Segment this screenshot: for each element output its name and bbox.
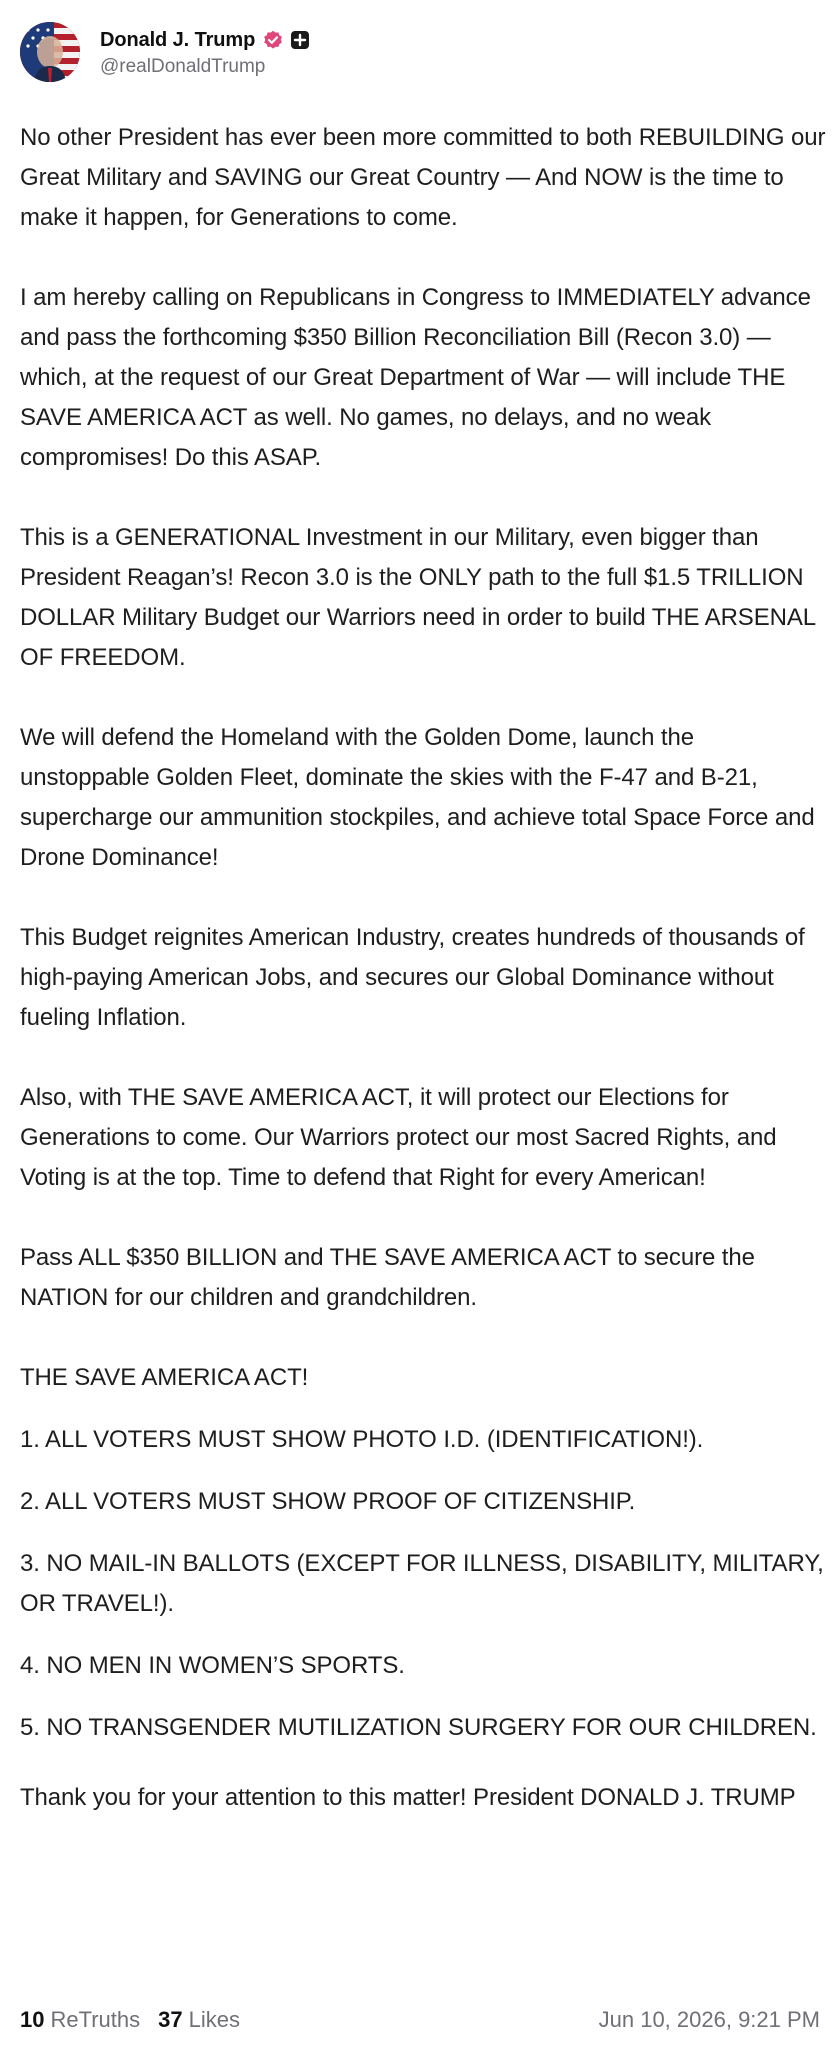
list-item: 4. NO MEN IN WOMEN’S SPORTS.	[20, 1652, 405, 1679]
likes-stat[interactable]	[158, 2007, 240, 2033]
likes-count: 37	[158, 2007, 183, 2032]
post-body	[20, 118, 826, 1818]
retruths-count: 10	[20, 2007, 45, 2032]
post-paragraph: We will defend the Homeland with the Golden Dome, launch the unstoppable Golden Fleet, dominate the skies with the F-47 and B-21, supercharge our ammunition stockpiles, and achieve total Space Force and Drone Dominance!	[20, 724, 815, 871]
author-info	[100, 26, 310, 78]
verified-badge-icon	[263, 30, 283, 50]
post-footer	[20, 2002, 820, 2038]
post-paragraph: Also, with THE SAVE AMERICA ACT, it will protect our Elections for Generations to come. Our Warriors protect our most Sacred Rights, and Voting is at the top. Time to defend that Right for every American!	[20, 1084, 777, 1191]
retruths-stat[interactable]	[20, 2007, 140, 2033]
list-title: THE SAVE AMERICA ACT!	[20, 1364, 309, 1391]
display-name[interactable]: Donald J. Trump	[100, 28, 256, 51]
name-row	[100, 26, 310, 54]
avatar-image-icon	[20, 22, 80, 82]
post-paragraph: I am hereby calling on Republicans in Congress to IMMEDIATELY advance and pass the forthcoming $350 Billion Reconciliation Bill (Recon 3.0) — which, at the request of our Great Department of War — will include THE SAVE AMERICA ACT as well. No games, no delays, and no weak compromises! Do this ASAP.	[20, 284, 811, 471]
retruths-label: ReTruths	[50, 2007, 141, 2032]
likes-label: Likes	[188, 2007, 240, 2032]
user-handle[interactable]: @realDonaldTrump	[100, 56, 266, 77]
avatar[interactable]	[20, 22, 80, 82]
post-paragraph: This Budget reignites American Industry, creates hundreds of thousands of high-paying American Jobs, and secures our Global Dominance without fueling Inflation.	[20, 924, 805, 1031]
list-item: 5. NO TRANSGENDER MUTILIZATION SURGERY FOR OUR CHILDREN.	[20, 1714, 817, 1741]
post-header	[20, 20, 310, 84]
post-paragraph: This is a GENERATIONAL Investment in our Military, even bigger than President Reagan’s! Recon 3.0 is the ONLY path to the full $1.5 TRILLION DOLLAR Military Budget our Warriors need in order to build THE ARSENAL OF FREEDOM.	[20, 524, 816, 671]
post-timestamp[interactable]: Jun 10, 2026, 9:21 PM	[598, 2007, 820, 2032]
plus-badge-icon	[290, 30, 310, 50]
list-item: 1. ALL VOTERS MUST SHOW PHOTO I.D. (IDENTIFICATION!).	[20, 1426, 704, 1453]
post-paragraph: No other President has ever been more committed to both REBUILDING our Great Military and SAVING our Great Country — And NOW is the time to make it happen, for Generations to come.	[20, 124, 826, 231]
list-item: 3. NO MAIL-IN BALLOTS (EXCEPT FOR ILLNESS, DISABILITY, MILITARY, OR TRAVEL!).	[20, 1550, 824, 1617]
list-item: 2. ALL VOTERS MUST SHOW PROOF OF CITIZENSHIP.	[20, 1488, 636, 1515]
post-paragraph: Pass ALL $350 BILLION and THE SAVE AMERICA ACT to secure the NATION for our children and grandchildren.	[20, 1244, 755, 1311]
closing-line: Thank you for your attention to this matter! President DONALD J. TRUMP	[20, 1784, 796, 1811]
